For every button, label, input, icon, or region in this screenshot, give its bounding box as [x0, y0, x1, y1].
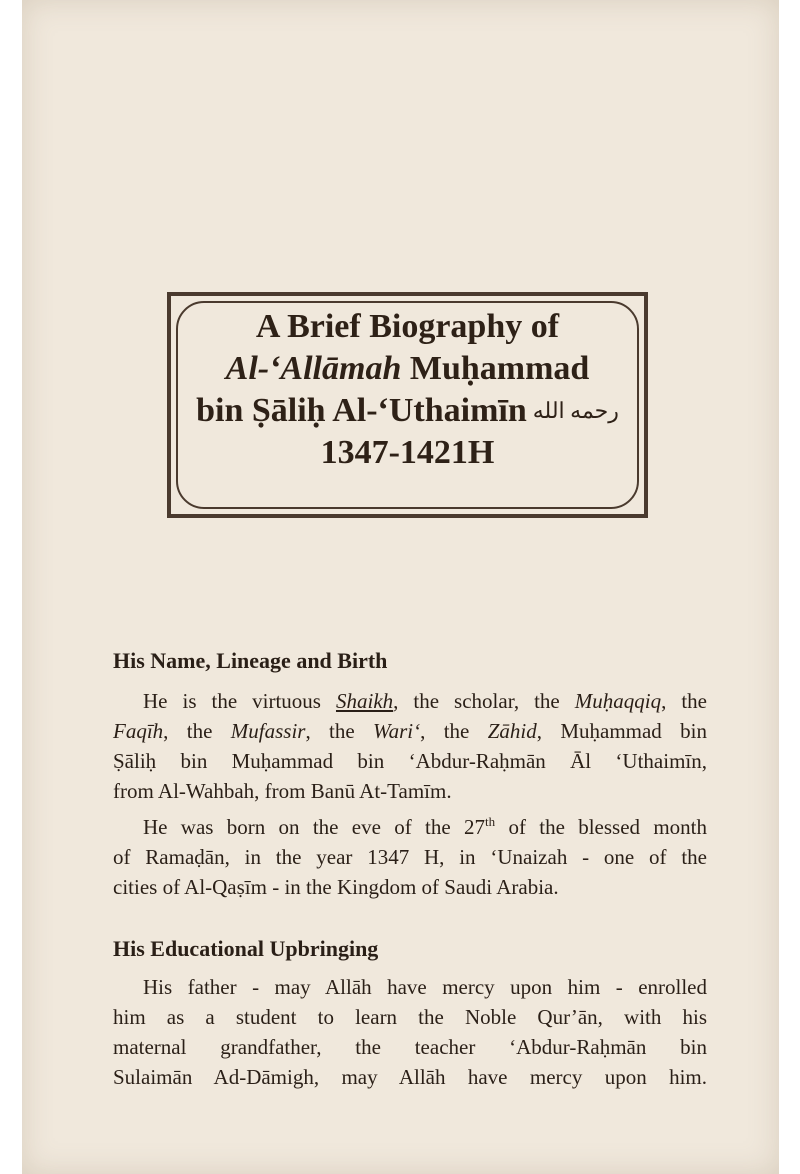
para-line: Ṣāliḥ bin Muḥammad bin ‘Abdur-Raḥmān Āl ‘Uthaimīn,: [113, 749, 707, 773]
para-line: of Ramaḍān, in the year 1347 H, in ‘Unaizah - one of the: [113, 845, 707, 869]
title-line-4: 1347-1421H: [320, 434, 495, 471]
para-line: Sulaimān Ad-Dāmigh, may Allāh have mercy upon him.: [113, 1065, 707, 1089]
para-line: maternal grandfather, the teacher ‘Abdur-Raḥmān bin: [113, 1035, 707, 1059]
section-heading-education: His Educational Upbringing: [113, 936, 379, 961]
title-line-3: bin Ṣāliḥ Al-‘Uthaimīn رحمه الله: [196, 392, 619, 429]
para-line: him as a student to learn the Noble Qur’ān, with his: [113, 1005, 707, 1029]
title-line-1: A Brief Biography of: [255, 308, 560, 345]
title-line-2: Al-‘Allāmah Muḥammad: [225, 350, 590, 387]
para-line: cities of Al-Qaṣīm - in the Kingdom of Saudi Arabia.: [113, 875, 559, 899]
paragraph-birth: [113, 812, 707, 902]
para-line: He was born on the eve of the 27th of the blessed month: [143, 814, 707, 839]
section-heading-name-lineage: His Name, Lineage and Birth: [113, 648, 388, 673]
para-line: His father - may Allāh have mercy upon him - enrolled: [143, 975, 707, 999]
paragraph-education: [113, 972, 707, 1092]
chapter-title: [176, 306, 639, 474]
para-line: Faqīh, the Mufassir, the Wari‘, the Zāhid, Muḥammad bin: [113, 719, 707, 743]
para-line: He is the virtuous Shaikh, the scholar, the Muḥaqqiq, the: [143, 689, 707, 713]
para-line: from Al-Wahbah, from Banū At-Tamīm.: [113, 779, 452, 803]
honorific-calligraphy: رحمه الله: [532, 398, 619, 423]
paragraph-name-lineage: [113, 686, 707, 806]
